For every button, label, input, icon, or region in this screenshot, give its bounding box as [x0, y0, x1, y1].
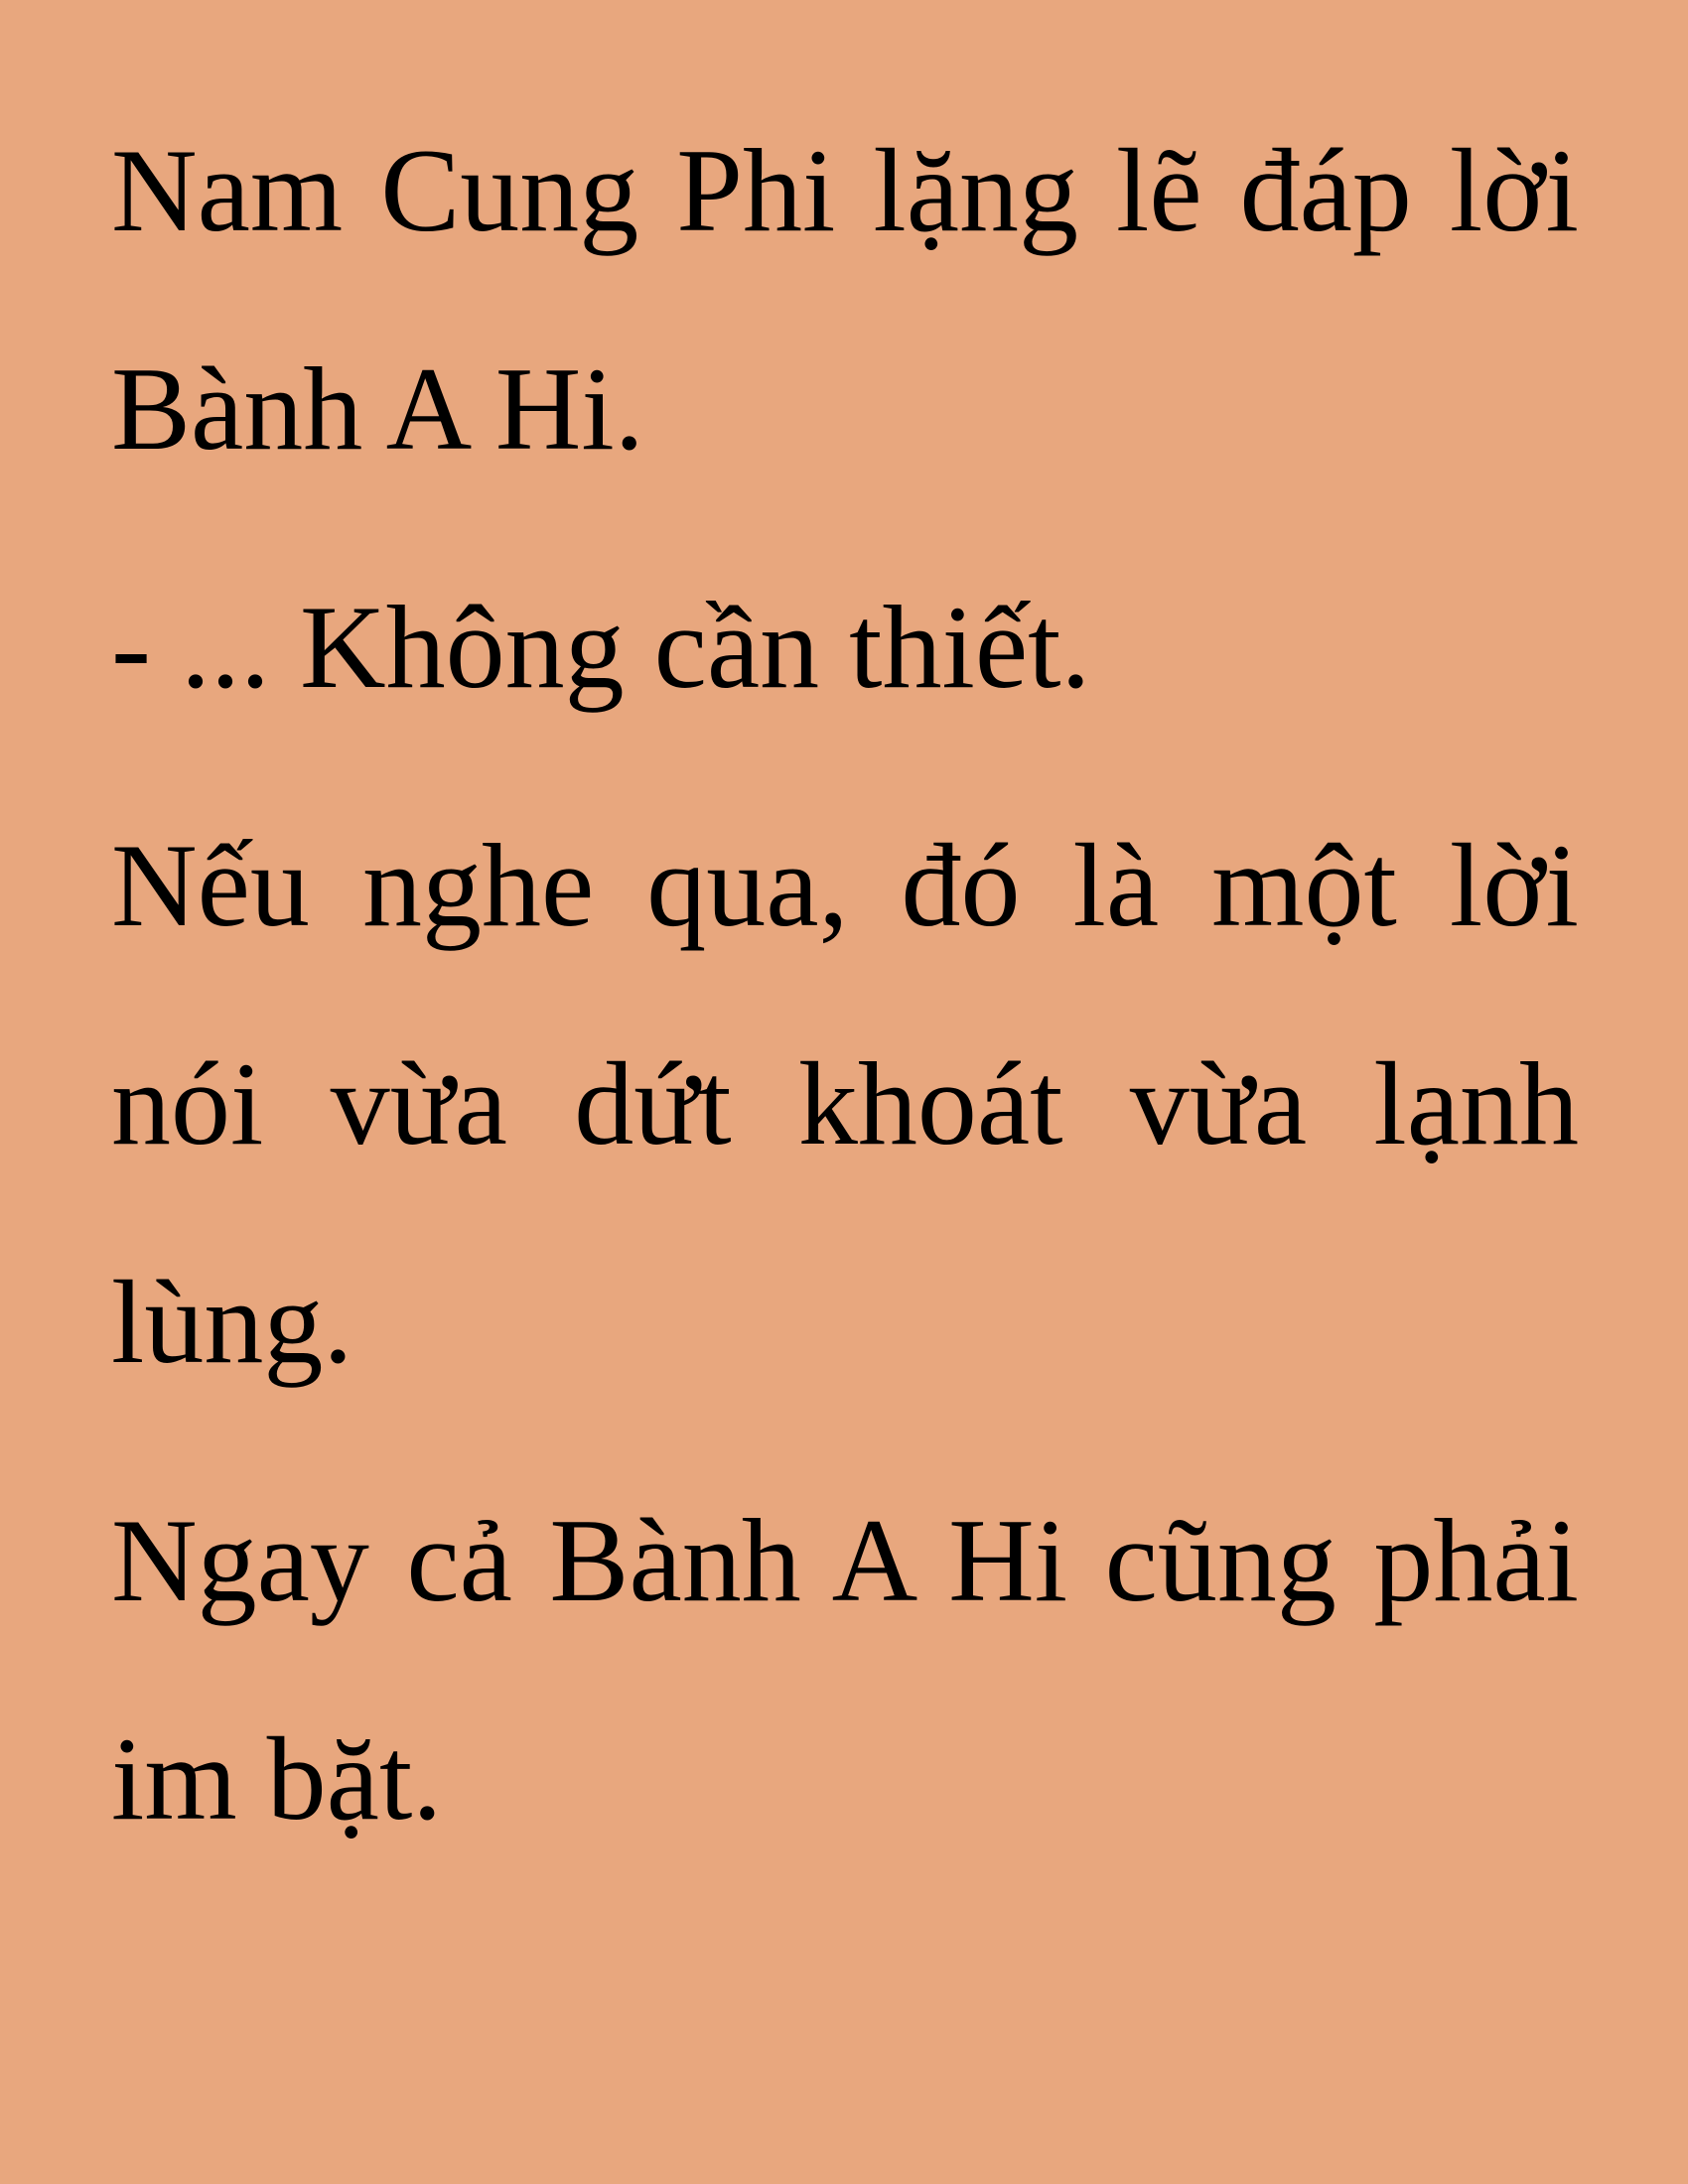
text-line: Nam Cung Phi lặng lẽ đáp lời: [111, 124, 1579, 256]
text-line: - ... Không cần thiết.: [111, 581, 1091, 713]
text-line: nói vừa dứt khoát vừa lạnh: [111, 1037, 1579, 1169]
paragraph-3: [111, 776, 1579, 1432]
paragraph-4: [111, 1451, 1579, 1888]
text-line: im bặt.: [111, 1712, 443, 1844]
text-line: Nếu nghe qua, đó là một lời: [111, 819, 1579, 951]
text-line: Ngay cả Bành A Hi cũng phải: [111, 1494, 1579, 1626]
paragraph-1: [111, 81, 1579, 518]
paragraph-2-dialogue: [111, 538, 1579, 756]
text-line: Bành A Hi.: [111, 342, 644, 475]
text-line: lùng.: [111, 1256, 353, 1388]
